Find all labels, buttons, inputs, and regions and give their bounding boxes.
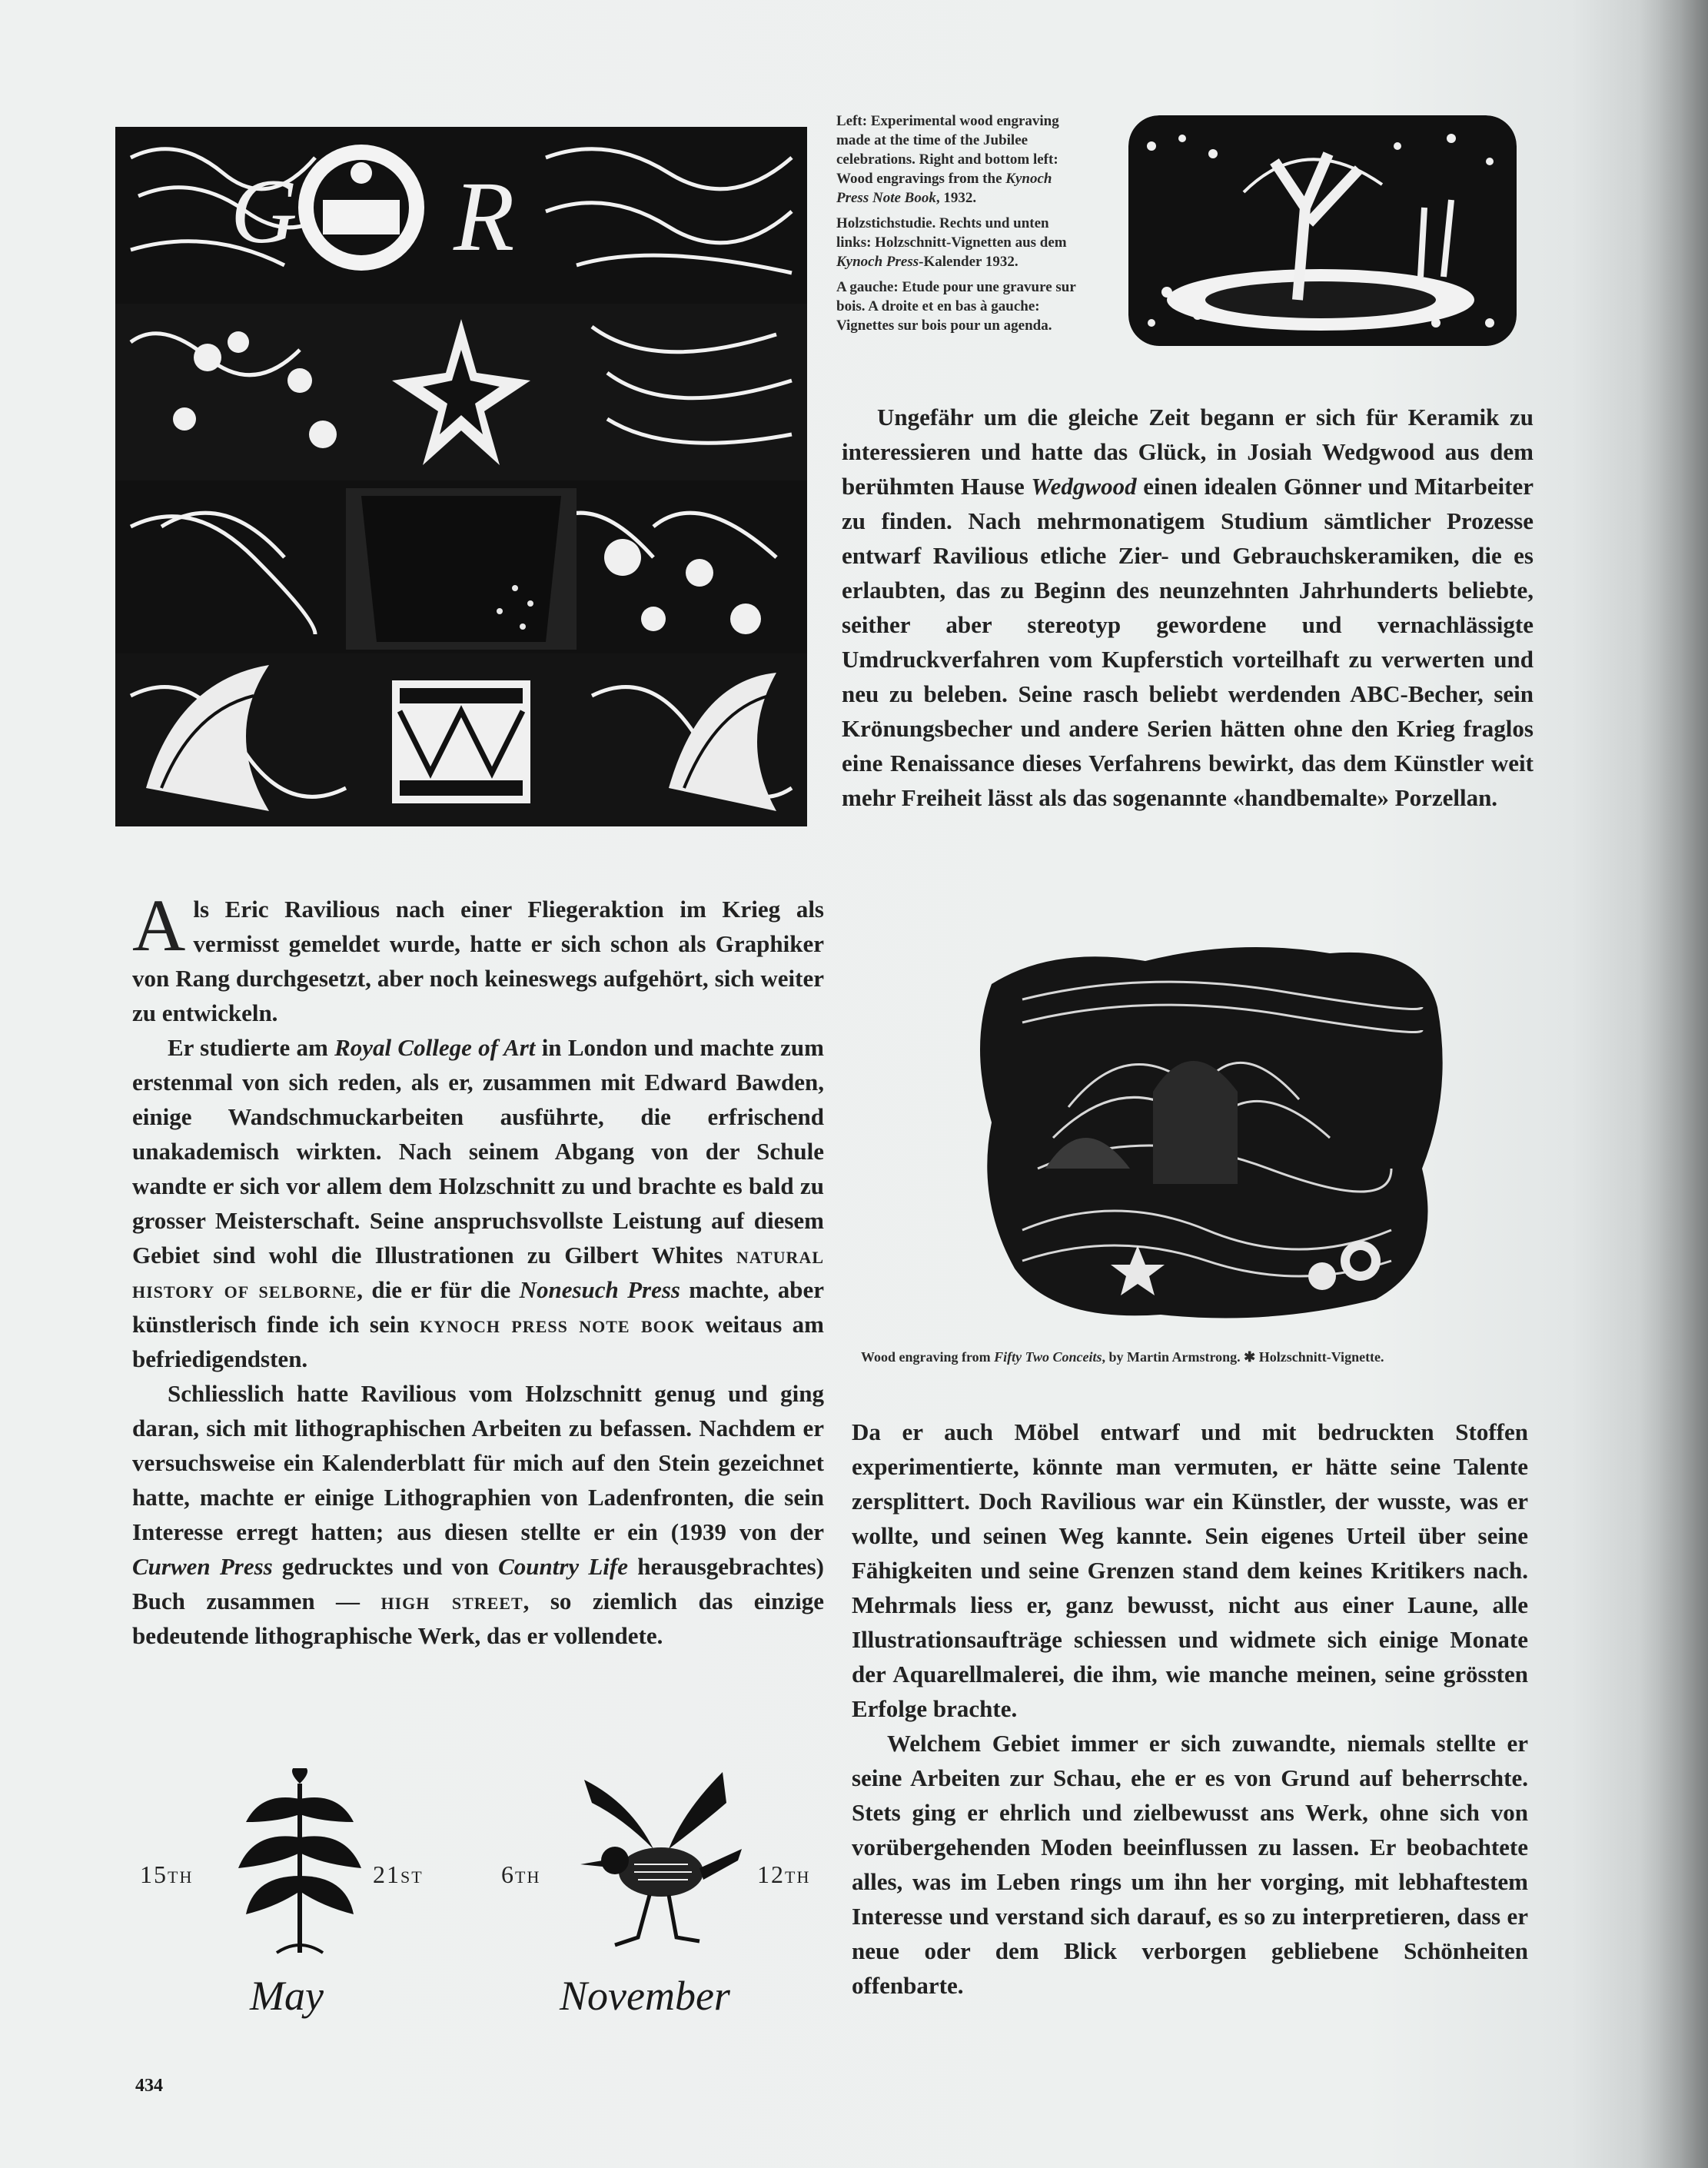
paragraph-lithography: Schliesslich hatte Ravilious vom Holzschnitt genug und ging daran, sich mit lithographischen Arbeiten zu befassen. Nachdem er versuchsweise ein Kalenderblatt für mich auf den Stein gezeichnet hatte, machte er einige Lithographien von Ladenfronten, die sein Interesse erregt hatten; aus diesen stellte er ein (1939 von der Curwen Press gedrucktes und von Country Life herausgebrachtes) Buch zusammen — high street, so ziemlich das einzige bedeutende lithographische Werk, das er vollendete. xyxy=(132,1380,824,1649)
tree-wood-engraving xyxy=(1128,115,1517,346)
plant-vignette xyxy=(231,1768,369,1960)
engraving-caption xyxy=(836,111,1086,341)
page-gutter-shadow xyxy=(1639,0,1708,2168)
paragraph-work-ethic: Welchem Gebiet immer er sich zuwandte, niemals stellte er seine Arbeiten zur Schau, ehe er es von Grund auf beherrschte. Stets ging er ehrlich und zielbewusst ans Werk, ohne sich von vorübergehenden Moden beeinflussen zu lassen. Er beobachtete alles, was im Leben rings um ihn her vorging, mit lebhaftestem Interesse und verstand sich darauf, es so zu interpretieren, dass er neue oder dem Blick verborgen gebliebene Schönheiten offenbarte. xyxy=(852,1730,1528,1999)
paragraph-intro: Als Eric Ravilious nach einer Fliegeraktion im Krieg als vermisst gemeldet wurde, hatte er sich schon als Graphiker von Rang durchgesetzt, aber noch keineswegs aufgehört, sich weiter zu entwickeln. xyxy=(132,884,824,1026)
calendar-date-november-6: 6TH xyxy=(501,1860,541,1888)
page-number: 434 xyxy=(135,2076,163,2096)
conceits-caption: Wood engraving from Fifty Two Conceits, by Martin Armstrong. ✱ Holzschnitt-Vignette. xyxy=(861,1349,1384,1365)
jubilee-wood-engraving xyxy=(115,127,807,826)
svg-text:R: R xyxy=(454,161,515,272)
fifty-two-conceits-engraving xyxy=(961,938,1453,1326)
paragraph-furniture: Da er auch Möbel entwarf und mit bedruckten Stoffen experimentierte, könnte man vermuten, er hätte seine Talente zersplittert. Doch Ravilious war ein Künstler, der wusste, was er wollte, und seinen Weg kannte. Sein eigenes Urteil über seine Fähigkeiten und seine Grenzen stand dem keines Kritikers nach. Mehrmals liess er, ganz bewusst, nicht aus einer Laune, alle Illustrationsaufträge schiessen und widmete sich einige Monate der Aquarellmalerei, die ihm, wie manche meinen, seine grössten Erfolge brachte. xyxy=(852,1418,1528,1722)
paragraph-ceramics: Ungefähr um die gleiche Zeit begann er sich für Keramik zu interessieren und hatte das Glück, in Josiah Wedgwood aus dem berühmten Hause Wedgwood einen idealen Gönner und Mitarbeiter zu finden. Nach mehrmonatigem Studium sämtlicher Prozesse entwarf Ravilious etliche Zier- und Gebrauchskeramiken, die es erlaubten, das zu Beginn des neunzehnten Jahrhunderts beliebte, seither aber stereotyp gewordene und vernachlässigte Umdruckverfahren vom Kupferstich vorteilhaft zu verwerten und neu zu beleben. Seine rasch beliebt werdenden ABC-Becher, sein Krönungsbecher und andere Serien hätten ohne den Krieg fraglos eine Renaissance dieses Verfahrens bewirkt, das dem Künstler weit mehr Freiheit lässt als das sogenannte «handbemalte» Porzellan. xyxy=(842,404,1534,811)
caption-german: Holzstichstudie. Rechts und unten links: Holzschnitt-Vignetten aus dem Kynoch Press-Kalender 1932. xyxy=(836,215,1067,270)
bird-vignette xyxy=(561,1757,746,1957)
calendar-date-november-12: 12TH xyxy=(757,1860,811,1888)
right-column-bottom-text xyxy=(852,1415,1528,2003)
caption-english: Left: Experimental wood engraving made at the time of the Jubilee celebrations. Right and bottom left: Wood engravings from the Kynoch Press Note Book, 1932. xyxy=(836,113,1059,206)
svg-text:G: G xyxy=(231,160,297,262)
calendar-date-may-21: 21ST xyxy=(373,1860,424,1888)
caption-french: A gauche: Etude pour une gravure sur bois. A droite et en bas à gauche: Vignettes sur bois pour un agenda. xyxy=(836,279,1076,334)
right-column-top-text xyxy=(842,400,1534,815)
drop-cap: A xyxy=(132,884,186,966)
calendar-month-november: November xyxy=(560,1973,730,2019)
calendar-date-may-15: 15TH xyxy=(140,1860,194,1888)
paragraph-royal-college: Er studierte am Royal College of Art in London und machte zum erstenmal von sich reden, als er, zusammen mit Edward Bawden, einige Wandschmuckarbeiten ausführte, die erfrischend unakademisch wirkten. Nach seinem Abgang von der Schule wandte er sich vor allem dem Holzschnitt zu und brachte es bald zu grosser Meisterschaft. Seine anspruchsvollste Leistung auf diesem Gebiet sind wohl die Illustrationen zu Gilbert Whites natural history of selborne, die er für die Nonesuch Press machte, aber künstlerisch finde ich sein kynoch press note book weitaus am befriedigendsten. xyxy=(132,1034,824,1372)
calendar-month-may: May xyxy=(250,1973,324,2019)
left-column-text xyxy=(132,884,824,1653)
